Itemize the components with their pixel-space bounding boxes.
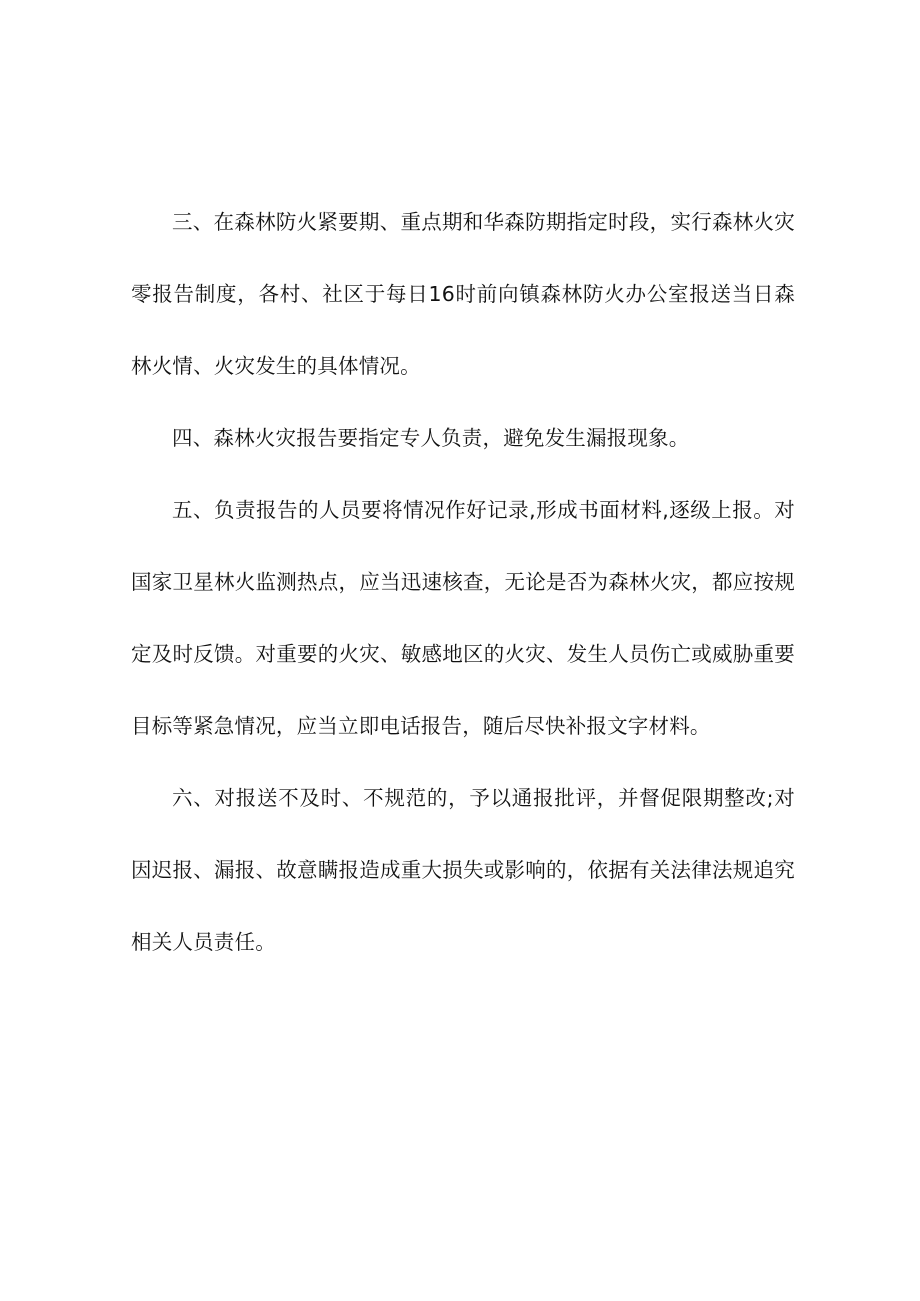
paragraph-six: 六、对报送不及时、不规范的，予以通报批评，并督促限期整改;对因迟报、漏报、故意瞒报造成重大损失或影响的，依据有关法律法规追究相关人员责任。: [131, 786, 795, 954]
paragraph-five: 五、负责报告的人员要将情况作好记录,形成书面材料,逐级上报。对国家卫星林火监测热点，应当迅速核查，无论是否为森林火灾，都应按规定及时反馈。对重要的火灾、敏感地区的火灾、发生人员伤亡或威胁重要目标等紧急情况，应当立即电话报告，随后尽快补报文字材料。: [131, 498, 795, 738]
paragraph-three: 三、在森林防火紧要期、重点期和华森防期指定时段，实行森林火灾零报告制度，各村、社区于每日16时前向镇森林防火办公室报送当日森林火情、火灾发生的具体情况。: [131, 210, 795, 378]
document-body: [131, 186, 795, 978]
paragraph-four: 四、森林火灾报告要指定专人负责，避免发生漏报现象。: [172, 426, 690, 450]
